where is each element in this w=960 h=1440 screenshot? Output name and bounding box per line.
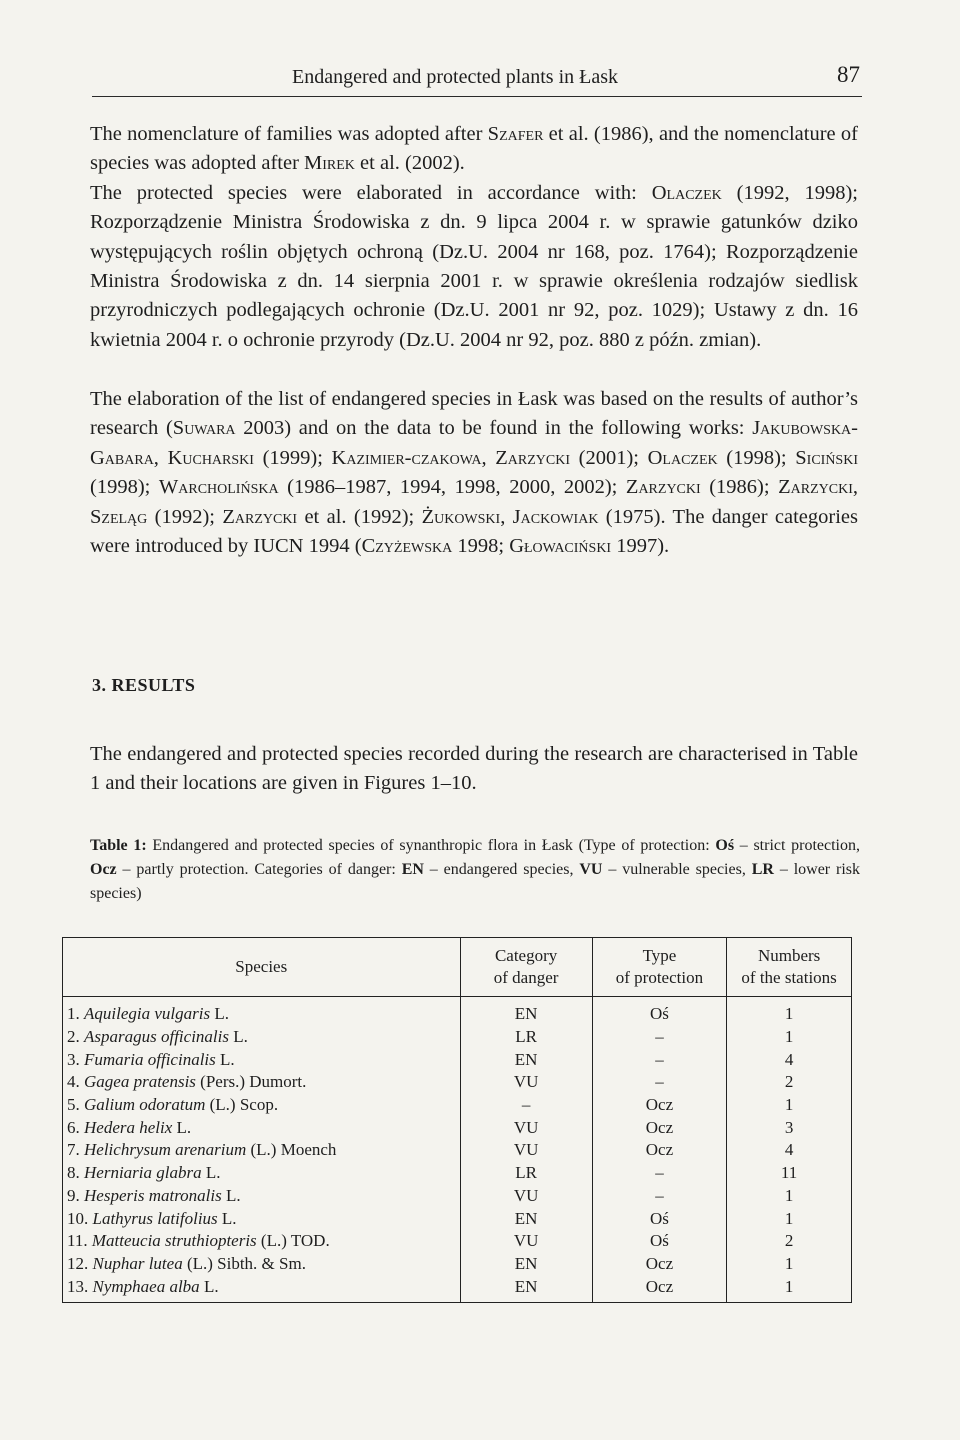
table-row — [63, 1048, 852, 1071]
paragraph-elaboration — [90, 385, 858, 561]
species-author: L. — [176, 1117, 192, 1137]
header-numbers — [727, 938, 852, 997]
table-row — [63, 1185, 852, 1208]
species-author: (L.) TOD. — [260, 1231, 330, 1251]
author-name: Szafer — [487, 123, 544, 145]
species-author: L. — [226, 1185, 241, 1205]
species-name: Hesperis matronalis — [84, 1185, 222, 1205]
cell-category: – — [460, 1094, 592, 1117]
header-line: Numbers — [757, 946, 821, 965]
cell-stations: 1 — [727, 1026, 852, 1049]
author-name: Olaczek — [651, 181, 722, 204]
author-name: Żukowski, Jackowiak — [421, 505, 599, 528]
cell-category: VU — [460, 1185, 592, 1208]
cell-species — [63, 997, 461, 1026]
text-span: The elaboration of the list of endangered species in Łask was based on the results of author’s research ( — [90, 388, 858, 440]
species-name: Nuphar lutea — [92, 1253, 183, 1273]
text-span: et al. (2002). — [354, 152, 465, 175]
text-span: 1997). — [611, 535, 670, 558]
text-span: (1999); — [253, 446, 332, 469]
text-span: 2003) and on the data to be found in the following works: — [235, 417, 753, 440]
paragraph-nomenclature — [90, 120, 858, 355]
section-heading: 3. RESULTS — [92, 675, 196, 695]
table-row — [63, 997, 852, 1026]
header-line: of the stations — [741, 968, 837, 987]
species-name: Lathyrus latifolius — [92, 1208, 218, 1228]
author-name: Mirek — [304, 152, 355, 175]
author-name: Jakubowska-Gabara, Kucharski — [90, 417, 858, 469]
species-name: Helichrysum arenarium — [84, 1140, 247, 1160]
header-line: Type — [642, 946, 677, 965]
cell-protection: Ocz — [592, 1139, 727, 1162]
cell-stations: 1 — [727, 1275, 852, 1302]
table-row — [63, 1253, 852, 1276]
species-author: L. — [220, 1049, 235, 1069]
header-species: Species — [63, 938, 461, 997]
author-name: Głowaciński — [509, 535, 612, 558]
text-span: (1986–1987, 1994, 1998, 2000, 2002); — [278, 476, 626, 499]
cell-species — [63, 1162, 461, 1185]
cell-protection: – — [592, 1185, 727, 1208]
author-name: Kazimier-czakowa, Zarzycki — [331, 446, 570, 469]
text-span: The nomenclature of families was adopted after — [90, 123, 488, 145]
species-name: Hedera helix — [84, 1117, 173, 1137]
row-number: 12. — [67, 1253, 89, 1273]
author-name: Czyżewska — [361, 535, 453, 558]
cell-protection: Ocz — [592, 1116, 727, 1139]
species-name: Asparagus officinalis — [84, 1027, 229, 1047]
cell-protection: Oś — [592, 1230, 727, 1253]
cell-protection: Ocz — [592, 1094, 727, 1117]
cell-protection: – — [592, 1071, 727, 1094]
cell-stations: 1 — [727, 1207, 852, 1230]
text-span: Endangered and protected species of synanthropic flora in Łask (Type of protection: — [146, 837, 716, 854]
species-table — [62, 937, 852, 1303]
text-span: (2001); — [570, 446, 648, 469]
cell-category: VU — [460, 1116, 592, 1139]
species-name: Nymphaea alba — [92, 1276, 200, 1296]
species-name: Herniaria glabra — [84, 1163, 202, 1183]
cell-category: LR — [460, 1162, 592, 1185]
cell-stations: 2 — [727, 1071, 852, 1094]
abbr: Oś — [715, 837, 735, 854]
row-number: 8. — [67, 1163, 80, 1183]
text-span: – endangered species, — [423, 861, 580, 878]
cell-stations: 1 — [727, 997, 852, 1026]
table-row — [63, 1275, 852, 1302]
cell-protection: Oś — [592, 997, 727, 1026]
species-author: (L.) Scop. — [209, 1095, 279, 1115]
table-row — [63, 1139, 852, 1162]
cell-stations: 2 — [727, 1230, 852, 1253]
row-number: 3. — [67, 1049, 80, 1069]
text-span: (1998); — [717, 446, 796, 469]
cell-protection: – — [592, 1048, 727, 1071]
author-name: Zarzycki — [625, 476, 701, 499]
text-span: (1992); — [147, 505, 223, 528]
author-name: Olaczek — [647, 446, 718, 469]
text-span: (1998); — [90, 476, 159, 499]
cell-stations: 1 — [727, 1253, 852, 1276]
header-line: of danger — [493, 968, 559, 987]
cell-protection: Oś — [592, 1207, 727, 1230]
cell-species — [63, 1275, 461, 1302]
cell-category: EN — [460, 1207, 592, 1230]
cell-stations: 3 — [727, 1116, 852, 1139]
species-author: L. — [203, 1276, 219, 1296]
row-number: 11. — [67, 1231, 88, 1251]
cell-species — [63, 1207, 461, 1230]
cell-category: LR — [460, 1026, 592, 1049]
species-author: (L.) Moench — [250, 1140, 337, 1160]
cell-category: EN — [460, 1253, 592, 1276]
species-name: Fumaria officinalis — [84, 1049, 216, 1069]
header-category — [460, 938, 592, 997]
caption-label: Table 1: — [90, 837, 147, 854]
header-line: of protection — [615, 968, 704, 987]
text-span: – vulnerable species, — [602, 861, 752, 878]
cell-category: EN — [460, 1275, 592, 1302]
row-number: 7. — [67, 1140, 80, 1160]
table-row — [63, 1207, 852, 1230]
header-type — [592, 938, 727, 997]
text-span: – partly protection. Categories of danger: — [116, 861, 402, 878]
text-span: et al. (1992); — [297, 505, 422, 528]
table-caption — [90, 834, 860, 906]
cell-stations: 4 — [727, 1048, 852, 1071]
header-line: Category — [494, 946, 558, 965]
cell-protection: – — [592, 1026, 727, 1049]
table-row — [63, 1116, 852, 1139]
cell-stations: 1 — [727, 1185, 852, 1208]
text-span: 1998; — [452, 535, 510, 558]
cell-species — [63, 1048, 461, 1071]
paragraph-results: The endangered and protected species recorded during the research are characterised in Table 1 and their locations are given in Figures 1–10. — [90, 743, 858, 795]
cell-category: VU — [460, 1139, 592, 1162]
abbr: EN — [401, 861, 424, 878]
row-number: 10. — [67, 1208, 89, 1228]
table-row — [63, 1230, 852, 1253]
row-number: 5. — [67, 1095, 80, 1115]
species-name: Galium odoratum — [84, 1095, 206, 1115]
table-row — [63, 1071, 852, 1094]
author-name: Suwara — [172, 417, 236, 440]
cell-category: VU — [460, 1071, 592, 1094]
species-name: Matteucia struthiopteris — [91, 1231, 257, 1251]
cell-species — [63, 1071, 461, 1094]
row-number: 1. — [67, 1004, 80, 1024]
species-author: L. — [205, 1163, 221, 1183]
row-number: 2. — [67, 1027, 80, 1047]
text-span: The protected species were elaborated in accordance with: — [90, 181, 652, 204]
row-number: 4. — [67, 1072, 80, 1092]
text-span: (1986); — [700, 476, 779, 499]
text-span: (1975). The danger categories were introduced by IUCN 1994 ( — [90, 505, 858, 558]
table-header-row — [63, 938, 852, 997]
cell-category: EN — [460, 1048, 592, 1071]
cell-species — [63, 1094, 461, 1117]
species-author: L. — [233, 1027, 248, 1047]
author-name: Zarzycki, Szeląg — [90, 476, 858, 528]
table-row — [63, 1094, 852, 1117]
cell-stations: 1 — [727, 1094, 852, 1117]
running-header — [92, 60, 862, 97]
row-number: 13. — [67, 1276, 89, 1296]
cell-species — [63, 1230, 461, 1253]
table-row — [63, 1026, 852, 1049]
cell-category: VU — [460, 1230, 592, 1253]
page-number: 87 — [837, 62, 860, 87]
abbr: VU — [579, 861, 603, 878]
species-author: L. — [221, 1208, 237, 1228]
species-author: L. — [214, 1004, 229, 1024]
row-number: 6. — [67, 1117, 80, 1137]
cell-category: EN — [460, 997, 592, 1026]
cell-stations: 4 — [727, 1139, 852, 1162]
cell-species — [63, 1185, 461, 1208]
abbr: LR — [751, 861, 774, 878]
cell-species — [63, 1026, 461, 1049]
cell-species — [63, 1253, 461, 1276]
row-number: 9. — [67, 1185, 80, 1205]
author-name: Zarzycki — [222, 505, 298, 528]
cell-species — [63, 1139, 461, 1162]
cell-stations: 11 — [727, 1162, 852, 1185]
species-name: Aquilegia vulgaris — [84, 1004, 211, 1024]
species-author: (L.) Sibth. & Sm. — [186, 1253, 306, 1273]
text-span: et al. (1986), and the nomenclature of species was adopted after — [90, 123, 858, 175]
author-name: Siciński — [795, 446, 858, 469]
author-name: Warcholińska — [158, 476, 279, 499]
text-span: – lower risk species) — [90, 861, 861, 902]
abbr: Ocz — [90, 861, 117, 878]
table-row — [63, 1162, 852, 1185]
cell-protection: Ocz — [592, 1253, 727, 1276]
species-author: (Pers.) Dumort. — [200, 1072, 307, 1092]
cell-species — [63, 1116, 461, 1139]
text-span: – strict protection, — [734, 837, 861, 854]
running-title: Endangered and protected plants in Łask — [292, 66, 618, 88]
cell-protection: Ocz — [592, 1275, 727, 1302]
text-span: (1992, 1998); Rozporządzenie Ministra Środowiska z dn. 9 lipca 2004 r. w sprawie gatunków dziko występujących roślin objętych ochroną (Dz.U. 2004 nr 168, poz. 1764); Rozporządzenie Ministra Środowiska z dn. 14 sierpnia 2001 r. w sprawie określenia rodzajów siedlisk przyrodniczych podlegających ochronie (Dz.U. 2001 nr 92, poz. 1029); Ustawy z dn. 16 kwietnia 2004 r. o ochronie przyrody (Dz.U. 2004 nr 92, poz. 880 z późn. zmian). — [90, 181, 858, 351]
cell-protection: – — [592, 1162, 727, 1185]
species-name: Gagea pratensis — [84, 1072, 196, 1092]
